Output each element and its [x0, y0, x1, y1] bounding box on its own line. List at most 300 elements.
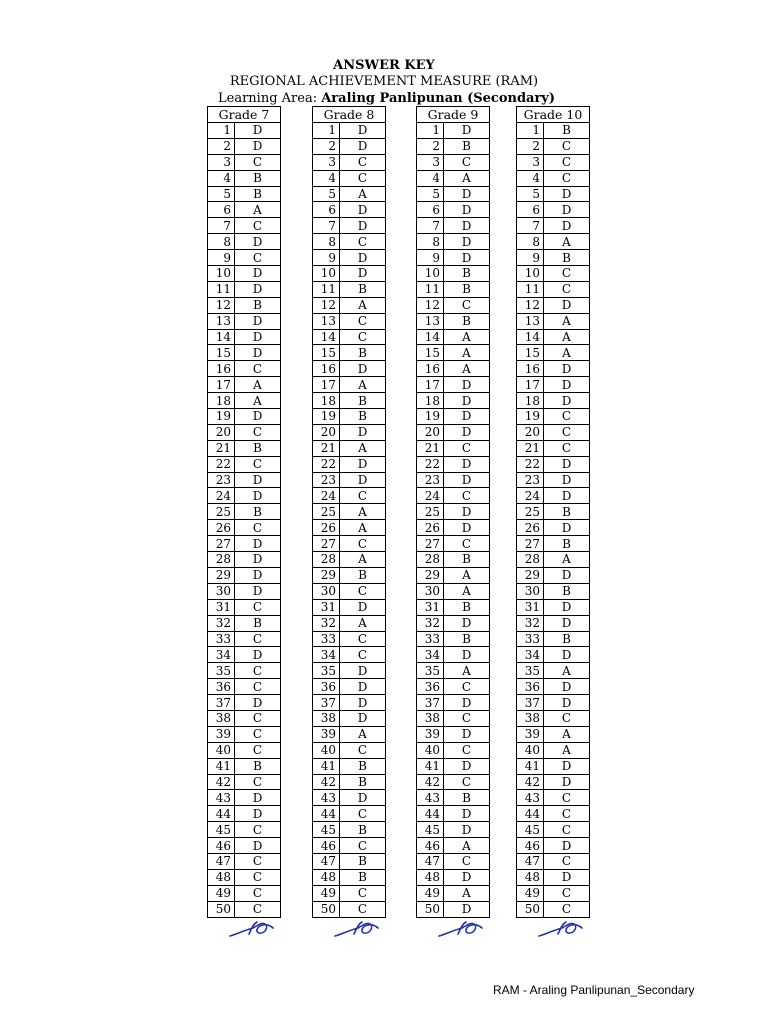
table-row [208, 329, 281, 345]
table-row [417, 297, 490, 313]
table-row [517, 409, 590, 425]
item-number: 36 [313, 679, 340, 695]
item-answer: D [235, 234, 281, 250]
table-row [417, 440, 490, 456]
table-row [517, 170, 590, 186]
item-number: 17 [417, 377, 444, 393]
item-answer: D [235, 138, 281, 154]
item-answer: C [544, 409, 590, 425]
learning-area-label: Learning Area: [218, 91, 318, 106]
table-row [517, 456, 590, 472]
item-number: 24 [417, 488, 444, 504]
item-number: 33 [208, 631, 235, 647]
item-number: 27 [208, 536, 235, 552]
item-answer: B [544, 504, 590, 520]
table-row [517, 536, 590, 552]
item-number: 34 [208, 647, 235, 663]
item-answer: C [340, 885, 386, 901]
item-answer: C [444, 742, 490, 758]
table-row [517, 567, 590, 583]
item-answer: B [444, 631, 490, 647]
signature-mark [332, 918, 382, 940]
item-number: 16 [417, 361, 444, 377]
item-number: 21 [517, 440, 544, 456]
table-row [313, 742, 386, 758]
item-number: 30 [208, 583, 235, 599]
item-answer: D [544, 758, 590, 774]
table-row [208, 250, 281, 266]
item-answer: C [235, 726, 281, 742]
item-number: 9 [417, 250, 444, 266]
table-row [417, 488, 490, 504]
item-answer: C [340, 631, 386, 647]
item-answer: D [544, 393, 590, 409]
item-number: 40 [313, 742, 340, 758]
table-row [208, 456, 281, 472]
item-number: 19 [417, 409, 444, 425]
item-answer: B [544, 536, 590, 552]
item-number: 9 [313, 250, 340, 266]
table-row [517, 742, 590, 758]
item-answer: D [444, 615, 490, 631]
item-number: 31 [417, 599, 444, 615]
table-row [417, 901, 490, 917]
item-answer: D [444, 409, 490, 425]
item-answer: C [544, 853, 590, 869]
table-row [208, 822, 281, 838]
item-number: 9 [208, 250, 235, 266]
item-number: 41 [313, 758, 340, 774]
item-answer: D [235, 583, 281, 599]
item-answer: D [444, 806, 490, 822]
item-number: 33 [517, 631, 544, 647]
item-number: 14 [313, 329, 340, 345]
item-answer: B [544, 250, 590, 266]
item-number: 35 [208, 663, 235, 679]
item-answer: C [340, 647, 386, 663]
item-number: 48 [208, 869, 235, 885]
signature-mark [536, 918, 586, 940]
table-row [313, 234, 386, 250]
table-row [208, 583, 281, 599]
table-row [517, 679, 590, 695]
item-answer: B [444, 281, 490, 297]
table-row [208, 186, 281, 202]
item-answer: B [235, 758, 281, 774]
item-answer: C [235, 424, 281, 440]
item-answer: C [544, 170, 590, 186]
table-row [417, 138, 490, 154]
table-row [517, 726, 590, 742]
item-answer: D [235, 552, 281, 568]
item-number: 47 [313, 853, 340, 869]
table-row [417, 663, 490, 679]
item-answer: A [544, 313, 590, 329]
item-answer: D [444, 393, 490, 409]
table-row [208, 202, 281, 218]
grade-header: Grade 9 [417, 107, 490, 123]
item-number: 21 [208, 440, 235, 456]
table-row [313, 345, 386, 361]
item-answer: B [340, 281, 386, 297]
item-number: 26 [208, 520, 235, 536]
table-row [313, 647, 386, 663]
table-row [208, 297, 281, 313]
item-number: 5 [208, 186, 235, 202]
table-row [208, 790, 281, 806]
item-answer: D [340, 218, 386, 234]
item-number: 44 [417, 806, 444, 822]
item-answer: D [340, 123, 386, 139]
item-answer: B [340, 853, 386, 869]
item-answer: D [444, 424, 490, 440]
grade-header: Grade 7 [208, 107, 281, 123]
item-number: 42 [313, 774, 340, 790]
item-number: 17 [208, 377, 235, 393]
item-number: 27 [417, 536, 444, 552]
table-row [417, 202, 490, 218]
item-number: 34 [417, 647, 444, 663]
item-number: 30 [417, 583, 444, 599]
item-answer: D [544, 186, 590, 202]
item-answer: D [544, 615, 590, 631]
table-row [417, 567, 490, 583]
table-row [417, 345, 490, 361]
item-number: 18 [313, 393, 340, 409]
item-answer: C [340, 838, 386, 854]
item-answer: A [544, 329, 590, 345]
table-row [208, 504, 281, 520]
item-number: 10 [517, 266, 544, 282]
item-number: 19 [517, 409, 544, 425]
item-number: 19 [313, 409, 340, 425]
item-answer: D [444, 520, 490, 536]
item-answer: A [444, 170, 490, 186]
item-number: 32 [517, 615, 544, 631]
item-number: 29 [208, 567, 235, 583]
item-answer: D [340, 663, 386, 679]
item-answer: C [544, 138, 590, 154]
item-answer: D [340, 472, 386, 488]
table-row [517, 440, 590, 456]
item-number: 23 [313, 472, 340, 488]
item-number: 26 [417, 520, 444, 536]
table-row [208, 663, 281, 679]
page-footer: RAM - Araling Panlipunan_Secondary [493, 983, 695, 997]
item-number: 22 [517, 456, 544, 472]
item-answer: C [235, 663, 281, 679]
item-number: 9 [517, 250, 544, 266]
grade-header: Grade 10 [517, 107, 590, 123]
item-answer: C [544, 424, 590, 440]
table-row [517, 710, 590, 726]
item-answer: D [235, 472, 281, 488]
item-answer: D [444, 695, 490, 711]
item-number: 20 [313, 424, 340, 440]
table-row [517, 758, 590, 774]
table-row [313, 186, 386, 202]
item-number: 29 [313, 567, 340, 583]
table-row [417, 250, 490, 266]
item-number: 29 [517, 567, 544, 583]
item-answer: C [340, 901, 386, 917]
item-answer: C [444, 710, 490, 726]
table-row [517, 663, 590, 679]
item-number: 13 [417, 313, 444, 329]
item-number: 15 [517, 345, 544, 361]
table-row [417, 885, 490, 901]
table-row [208, 393, 281, 409]
table-row [517, 822, 590, 838]
table-row [313, 266, 386, 282]
item-number: 8 [208, 234, 235, 250]
table-row [517, 583, 590, 599]
item-answer: D [544, 472, 590, 488]
item-answer: C [544, 806, 590, 822]
item-answer: C [235, 869, 281, 885]
item-answer: A [444, 361, 490, 377]
item-answer: D [235, 281, 281, 297]
item-answer: C [235, 742, 281, 758]
item-number: 17 [313, 377, 340, 393]
table-row [417, 806, 490, 822]
item-number: 3 [417, 154, 444, 170]
table-row [313, 377, 386, 393]
item-number: 31 [313, 599, 340, 615]
table-row [208, 123, 281, 139]
item-number: 33 [313, 631, 340, 647]
table-row [313, 536, 386, 552]
table-row [313, 790, 386, 806]
item-answer: A [544, 234, 590, 250]
item-number: 23 [208, 472, 235, 488]
answer-table-2 [312, 106, 386, 918]
item-number: 38 [417, 710, 444, 726]
item-answer: D [444, 377, 490, 393]
item-answer: D [340, 250, 386, 266]
item-number: 30 [517, 583, 544, 599]
table-row [208, 520, 281, 536]
item-number: 41 [517, 758, 544, 774]
item-number: 26 [517, 520, 544, 536]
item-answer: D [235, 647, 281, 663]
table-row [417, 742, 490, 758]
item-answer: A [235, 377, 281, 393]
item-number: 46 [313, 838, 340, 854]
table-row [517, 202, 590, 218]
item-answer: A [235, 202, 281, 218]
table-row [417, 615, 490, 631]
item-answer: B [340, 774, 386, 790]
item-number: 45 [313, 822, 340, 838]
item-number: 14 [208, 329, 235, 345]
item-number: 4 [417, 170, 444, 186]
table-row [517, 695, 590, 711]
table-row [517, 599, 590, 615]
item-number: 26 [313, 520, 340, 536]
item-number: 6 [208, 202, 235, 218]
table-row [417, 313, 490, 329]
item-answer: C [340, 313, 386, 329]
item-answer: A [340, 726, 386, 742]
item-answer: A [340, 615, 386, 631]
item-answer: D [340, 138, 386, 154]
item-number: 16 [313, 361, 340, 377]
item-number: 39 [517, 726, 544, 742]
table-row [417, 186, 490, 202]
item-number: 49 [208, 885, 235, 901]
table-row [517, 393, 590, 409]
table-row [313, 838, 386, 854]
table-row [517, 869, 590, 885]
item-number: 3 [313, 154, 340, 170]
item-answer: D [444, 218, 490, 234]
item-answer: C [235, 853, 281, 869]
item-number: 47 [417, 853, 444, 869]
item-number: 44 [517, 806, 544, 822]
table-row [208, 361, 281, 377]
item-answer: C [444, 774, 490, 790]
item-number: 38 [208, 710, 235, 726]
item-number: 40 [417, 742, 444, 758]
item-answer: D [235, 838, 281, 854]
item-number: 4 [517, 170, 544, 186]
item-number: 25 [417, 504, 444, 520]
item-number: 7 [517, 218, 544, 234]
item-answer: A [444, 567, 490, 583]
item-number: 35 [313, 663, 340, 679]
item-answer: D [544, 361, 590, 377]
item-answer: D [235, 806, 281, 822]
table-row [313, 695, 386, 711]
item-number: 13 [313, 313, 340, 329]
item-number: 43 [417, 790, 444, 806]
item-number: 42 [208, 774, 235, 790]
item-answer: D [544, 838, 590, 854]
item-answer: B [235, 186, 281, 202]
item-answer: D [340, 361, 386, 377]
item-answer: B [235, 297, 281, 313]
table-row [208, 567, 281, 583]
table-row [517, 790, 590, 806]
item-answer: D [544, 520, 590, 536]
item-answer: C [235, 250, 281, 266]
table-row [517, 154, 590, 170]
table-row [208, 710, 281, 726]
item-answer: C [340, 583, 386, 599]
table-row [417, 234, 490, 250]
item-answer: C [235, 774, 281, 790]
table-row [313, 456, 386, 472]
item-answer: B [340, 409, 386, 425]
table-row [313, 615, 386, 631]
table-row [313, 138, 386, 154]
signature-mark [436, 918, 486, 940]
item-number: 46 [417, 838, 444, 854]
table-row [208, 774, 281, 790]
item-number: 11 [208, 281, 235, 297]
item-number: 10 [313, 266, 340, 282]
table-row [417, 520, 490, 536]
item-number: 4 [313, 170, 340, 186]
item-answer: D [444, 186, 490, 202]
item-answer: B [235, 615, 281, 631]
item-number: 45 [517, 822, 544, 838]
item-number: 7 [417, 218, 444, 234]
document-subtitle: REGIONAL ACHIEVEMENT MEASURE (RAM) [229, 74, 539, 89]
item-answer: C [235, 218, 281, 234]
item-number: 6 [517, 202, 544, 218]
item-answer: A [340, 377, 386, 393]
item-answer: C [444, 488, 490, 504]
item-number: 11 [313, 281, 340, 297]
table-row [208, 266, 281, 282]
item-answer: D [444, 758, 490, 774]
table-row [208, 838, 281, 854]
item-answer: A [235, 393, 281, 409]
item-answer: A [340, 297, 386, 313]
table-row [313, 424, 386, 440]
item-number: 1 [417, 123, 444, 139]
table-row [208, 488, 281, 504]
item-answer: C [235, 599, 281, 615]
table-row [208, 901, 281, 917]
table-row [417, 170, 490, 186]
item-answer: C [544, 266, 590, 282]
item-answer: B [340, 567, 386, 583]
item-answer: D [235, 345, 281, 361]
table-row [313, 679, 386, 695]
item-answer: C [544, 885, 590, 901]
table-row [517, 838, 590, 854]
table-row [417, 154, 490, 170]
item-number: 45 [417, 822, 444, 838]
table-row [517, 488, 590, 504]
item-number: 12 [417, 297, 444, 313]
item-answer: A [544, 663, 590, 679]
item-answer: D [340, 266, 386, 282]
item-number: 2 [208, 138, 235, 154]
table-row [417, 377, 490, 393]
item-number: 5 [517, 186, 544, 202]
table-row [313, 170, 386, 186]
item-answer: A [340, 504, 386, 520]
item-number: 43 [313, 790, 340, 806]
table-row [208, 234, 281, 250]
item-number: 8 [517, 234, 544, 250]
item-number: 36 [517, 679, 544, 695]
table-row [417, 361, 490, 377]
table-row [208, 726, 281, 742]
item-answer: C [444, 440, 490, 456]
item-answer: D [544, 297, 590, 313]
item-answer: C [444, 297, 490, 313]
item-answer: B [444, 790, 490, 806]
table-row [417, 583, 490, 599]
table-row [208, 806, 281, 822]
table-row [517, 250, 590, 266]
item-number: 11 [517, 281, 544, 297]
item-answer: D [340, 424, 386, 440]
table-row [517, 885, 590, 901]
table-row [208, 742, 281, 758]
item-answer: B [340, 393, 386, 409]
table-row [313, 218, 386, 234]
item-answer: D [444, 901, 490, 917]
table-row [417, 774, 490, 790]
item-answer: D [235, 409, 281, 425]
item-answer: C [444, 679, 490, 695]
